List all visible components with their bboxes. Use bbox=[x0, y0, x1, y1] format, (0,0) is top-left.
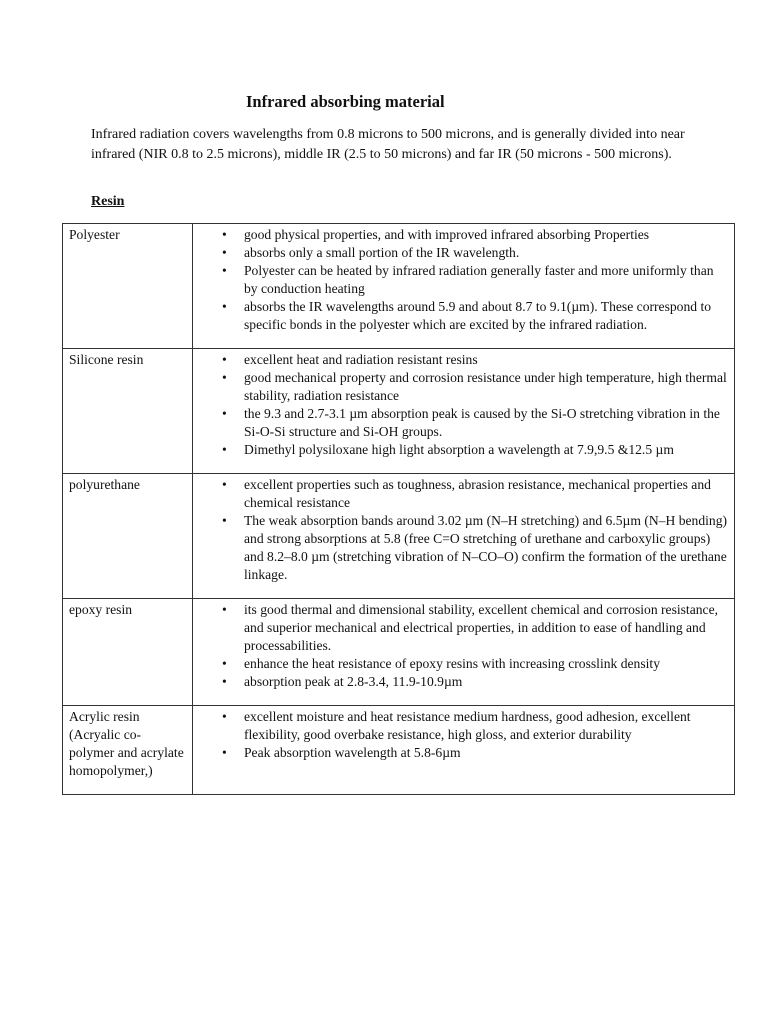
property-list bbox=[199, 351, 728, 459]
list-item: • absorption peak at 2.8-3.4, 11.9-10.9µm bbox=[244, 673, 728, 691]
list-item: • Polyester can be heated by infrared radiation generally faster and more uniformly than by conduction heating bbox=[244, 262, 728, 298]
list-item: • its good thermal and dimensional stability, excellent chemical and corrosion resistance, and superior mechanical and electrical properties, in addition to ease of handling and processabilities. bbox=[244, 601, 728, 655]
list-item: • excellent moisture and heat resistance medium hardness, good adhesion, excellent flexibility, good overbake resistance, high gloss, and exterior durability bbox=[244, 708, 728, 744]
resin-name-cell: Silicone resin bbox=[63, 349, 193, 474]
table-row bbox=[63, 474, 735, 599]
table-row bbox=[63, 349, 735, 474]
list-item: • excellent heat and radiation resistant resins bbox=[244, 351, 728, 369]
list-item: • Peak absorption wavelength at 5.8-6µm bbox=[244, 744, 728, 762]
resin-table bbox=[62, 223, 735, 795]
list-item: • Dimethyl polysiloxane high light absorption a wavelength at 7.9,9.5 &12.5 µm bbox=[244, 441, 728, 459]
list-item: • good physical properties, and with improved infrared absorbing Properties bbox=[244, 226, 728, 244]
list-item: • absorbs only a small portion of the IR wavelength. bbox=[244, 244, 728, 262]
property-list bbox=[199, 476, 728, 584]
table-row bbox=[63, 224, 735, 349]
resin-properties-cell bbox=[193, 349, 735, 474]
list-item: • absorbs the IR wavelengths around 5.9 and about 8.7 to 9.1(µm). These correspond to specific bonds in the polyester which are excited by the infrared radiation. bbox=[244, 298, 728, 334]
resin-name-cell: Polyester bbox=[63, 224, 193, 349]
table-row bbox=[63, 706, 735, 795]
property-list bbox=[199, 226, 728, 334]
document-title: Infrared absorbing material bbox=[246, 92, 445, 111]
list-item: • The weak absorption bands around 3.02 µm (N–H stretching) and 6.5µm (N–H bending) and strong absorptions at 5.8 (free C=O stretching of urethane and carboxylic groups) and 8.2–8.0 µm (stretching vibration of N–CO–O) confirm the formation of the urethane linkage. bbox=[244, 512, 728, 584]
resin-name-cell: epoxy resin bbox=[63, 599, 193, 706]
resin-name-cell: polyurethane bbox=[63, 474, 193, 599]
list-item: • excellent properties such as toughness, abrasion resistance, mechanical properties and chemical resistance bbox=[244, 476, 728, 512]
section-heading-resin: Resin bbox=[91, 194, 125, 209]
list-item: • good mechanical property and corrosion resistance under high temperature, high thermal stability, radiation resistance bbox=[244, 369, 728, 405]
list-item: • the 9.3 and 2.7-3.1 µm absorption peak is caused by the Si-O stretching vibration in the Si-O-Si structure and Si-OH groups. bbox=[244, 405, 728, 441]
property-list bbox=[199, 601, 728, 691]
list-item: • enhance the heat resistance of epoxy resins with increasing crosslink density bbox=[244, 655, 728, 673]
resin-name-cell: Acrylic resin (Acryalic co-polymer and acrylate homopolymer,) bbox=[63, 706, 193, 795]
property-list bbox=[199, 708, 728, 762]
resin-properties-cell bbox=[193, 599, 735, 706]
table-row bbox=[63, 599, 735, 706]
resin-properties-cell bbox=[193, 224, 735, 349]
intro-paragraph: Infrared radiation covers wavelengths from 0.8 microns to 500 microns, and is generally divided into near infrared (NIR 0.8 to 2.5 microns), middle IR (2.5 to 50 microns) and far IR (50 microns - 500 microns). bbox=[91, 127, 685, 162]
resin-properties-cell bbox=[193, 706, 735, 795]
resin-properties-cell bbox=[193, 474, 735, 599]
